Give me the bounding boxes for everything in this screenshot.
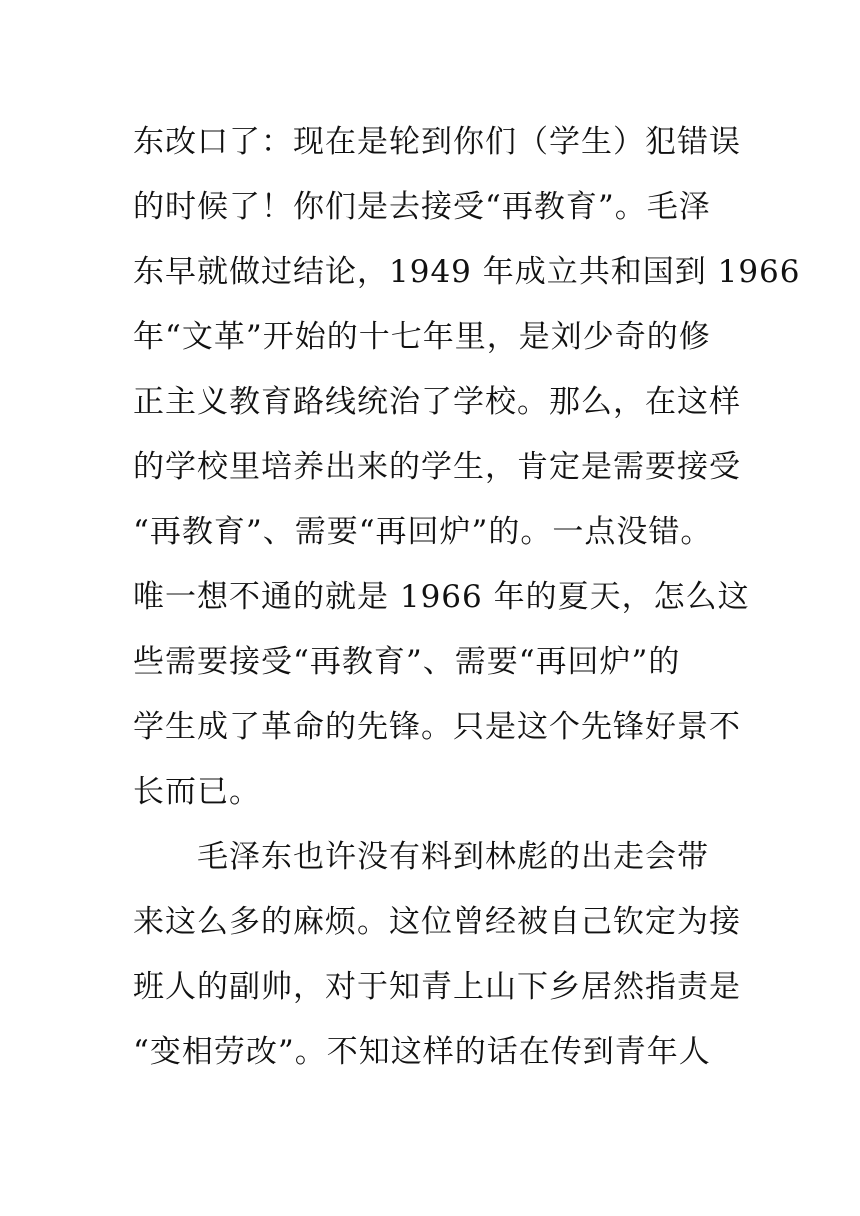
text-line: 东早就做过结论，1949 年成立共和国到 1966 <box>133 254 801 290</box>
text-line: 些需要接受“再教育”、需要“再回炉”的 <box>133 644 681 680</box>
text-line: 的学校里培养出来的学生，肯定是需要接受 <box>133 449 741 485</box>
text-line: 年“文革”开始的十七年里，是刘少奇的修 <box>133 319 711 355</box>
text-line: “变相劳改”。不知这样的话在传到青年人 <box>133 1034 711 1070</box>
paragraph <box>133 825 741 1085</box>
text-line: 来这么多的麻烦。这位曾经被自己钦定为接 <box>133 904 741 940</box>
text-line: 唯一想不通的就是 1966 年的夏天，怎么这 <box>133 579 750 615</box>
text-line: “再教育”、需要“再回炉”的。一点没错。 <box>133 514 713 550</box>
paragraph <box>133 110 801 825</box>
text-line: 学生成了革命的先锋。只是这个先锋好景不 <box>133 709 741 745</box>
text-line: 长而已。 <box>133 774 261 810</box>
text-line: 正主义教育路线统治了学校。那么，在这样 <box>133 384 741 420</box>
text-line: 毛泽东也许没有料到林彪的出走会带 <box>197 839 709 875</box>
text-line: 东改口了：现在是轮到你们（学生）犯错误 <box>133 124 741 160</box>
text-line: 的时候了！你们是去接受“再教育”。毛泽 <box>133 189 711 225</box>
body-text <box>133 110 801 1085</box>
text-line: 班人的副帅，对于知青上山下乡居然指责是 <box>133 969 741 1005</box>
